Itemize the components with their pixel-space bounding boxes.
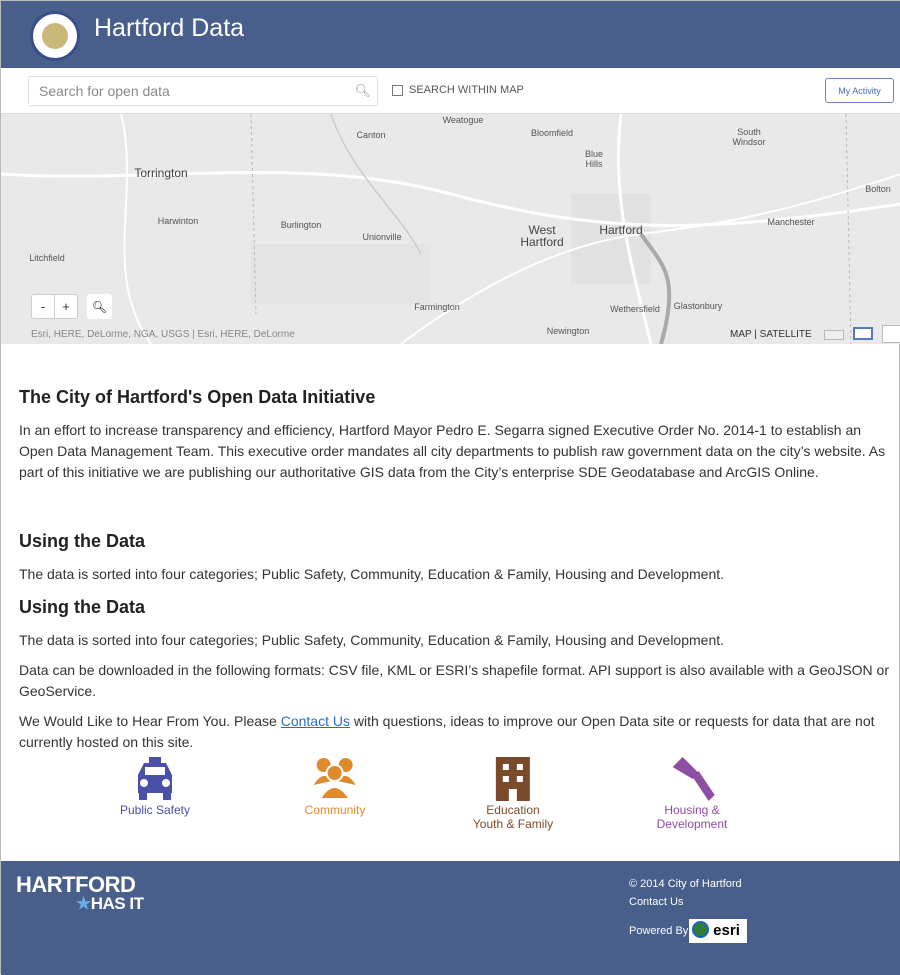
footer-contact-link[interactable]: Contact Us (629, 896, 684, 908)
map-label: Newington (546, 326, 590, 336)
contact-us-link[interactable]: Contact Us (280, 713, 350, 729)
map-label: Unionville (362, 232, 402, 242)
map-label: Hartford (599, 223, 643, 237)
copyright: © 2014 City of Hartford (629, 878, 742, 890)
logo-line-1: HARTFORD (16, 872, 136, 897)
map-label: Blue Hills (584, 149, 603, 169)
search-icon[interactable]: 🔍︎ (354, 83, 371, 98)
category-education[interactable] (473, 755, 553, 831)
map-label: West Hartford (520, 223, 564, 249)
category-label-2: Youth & Family (472, 817, 554, 831)
map-label: Litchfield (29, 253, 65, 263)
map-label: Glastonbury (673, 301, 723, 311)
page-heading: The City of Hartford's Open Data Initiative (19, 387, 376, 407)
category-label: Public Safety (119, 803, 191, 817)
category-label: Education (486, 803, 540, 817)
map-label: Harwinton (157, 216, 199, 226)
city-seal-logo[interactable] (30, 11, 80, 61)
search-box (28, 76, 378, 106)
toolbar (1, 68, 900, 114)
basemap-thumb[interactable] (882, 325, 900, 343)
zoom-in-button[interactable]: + (54, 295, 77, 318)
section-text: The data is sorted into four categories; Public Safety, Community, Education & Family, Housing and Development. (19, 632, 725, 648)
map[interactable] (1, 114, 900, 344)
logo-line-2: HAS IT (90, 894, 144, 913)
esri-logo[interactable] (689, 919, 747, 943)
category-label-2: Development (656, 817, 728, 831)
zoom-control (31, 294, 78, 319)
section-heading: Using the Data (19, 597, 146, 617)
map-attribution: Esri, HERE, DeLorme, NGA, USGS | Esri, HERE, DeLorme (31, 329, 295, 340)
powered-by: Powered By (629, 925, 689, 937)
basemap-toggle[interactable]: MAP | SATELLITE (730, 329, 812, 340)
category-label: Community (304, 803, 366, 817)
search-input[interactable] (29, 77, 339, 105)
map-label: South Windsor (732, 127, 766, 147)
site-title[interactable]: Hartford Data (94, 14, 245, 42)
category-label: Housing & (664, 803, 720, 817)
section-heading: Using the Data (19, 531, 146, 551)
footer (1, 861, 900, 975)
map-label: Wethersfield (610, 304, 660, 314)
formats-text: Data can be downloaded in the following formats: CSV file, KML or ESRI’s shapefile format. API support is also available with a GeoJSON or GeoService. (19, 662, 889, 699)
category-links (1, 755, 900, 835)
star-icon: ★ (76, 894, 91, 913)
building-icon (490, 755, 536, 801)
map-search-icon[interactable]: 🔍︎ (87, 294, 112, 319)
category-public-safety[interactable] (120, 755, 190, 817)
section-text: The data is sorted into four categories; Public Safety, Community, Education & Family, Housing and Development. (19, 566, 725, 582)
contact-text (19, 711, 894, 753)
map-label: Bloomfield (530, 128, 574, 138)
search-within-map-label[interactable]: SEARCH WITHIN MAP (409, 84, 524, 96)
map-label: Manchester (767, 217, 815, 227)
map-label: Torrington (134, 166, 188, 180)
map-label: Burlington (280, 220, 322, 230)
category-community[interactable] (305, 755, 366, 817)
hartford-has-it-logo[interactable] (16, 872, 144, 913)
category-housing[interactable] (657, 755, 728, 831)
main-content (19, 387, 894, 762)
people-icon (312, 755, 358, 801)
contact-post: with questions, ideas to improve our Open Data site or requests for data that are not currently hosted on this site. (19, 713, 875, 750)
map-label: Canton (356, 130, 386, 140)
taxi-icon (132, 755, 178, 801)
header (1, 1, 900, 68)
esri-text: esri (713, 922, 740, 939)
intro-text: In an effort to increase transparency and efficiency, Hartford Mayor Pedro E. Segarra signed Executive Order No. 2014-1 to establish an Open Data Management Team. This executive order mandates all city departments to publish raw government data on the city’s website. As part of this initiative we are publishing our authoritative GIS data from the City’s enterprise SDE Geodatabase and ArcGIS Online. (19, 422, 886, 480)
my-activity-button[interactable]: My Activity (825, 78, 894, 103)
search-within-map-checkbox[interactable] (392, 85, 403, 96)
globe-icon (692, 921, 709, 938)
map-label: Farmington (414, 302, 460, 312)
map-label: Bolton (865, 184, 891, 194)
basemap-thumb-selected[interactable] (853, 327, 873, 340)
hammer-icon (669, 755, 715, 801)
map-label: Weatogue (442, 115, 484, 125)
zoom-out-button[interactable]: - (32, 295, 54, 318)
contact-pre: We Would Like to Hear From You. Please (19, 713, 281, 729)
basemap-thumb-light[interactable] (824, 330, 844, 340)
